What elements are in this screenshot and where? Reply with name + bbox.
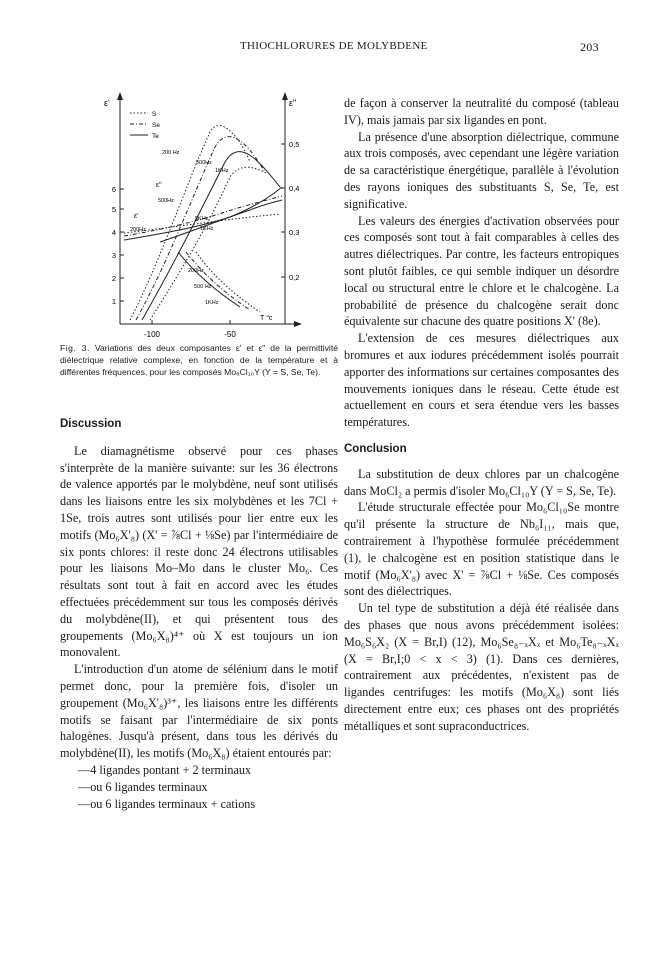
left-tick: 6 xyxy=(111,185,116,194)
curve-eps2-s-b xyxy=(150,167,268,320)
list-item: —ou 6 ligandes terminaux + cations xyxy=(78,796,256,811)
x-tick: -100 xyxy=(143,330,161,339)
dielectric-figure xyxy=(90,92,340,348)
paragraph: Un tel type de substitution a déjà été réalisée dans des phases que nous avons précédemment isolées: Mo₆S₆X₂ (X = Br,I) (12), Mo₆Se₈₋ₓXₓ et Mo₆Te₈₋ₓXₓ (X = Br,I;0 < x < 3) (1). Dans ces dernières, contrairement aux précédentes, n'existent pas de ligandes centrifuges: les motifs (Mo₆X₈) sont liés directement entre eux; ces phases ont des propriétés métalliques et sont supraconductrices. xyxy=(344,601,619,733)
curve-label: 5KHz xyxy=(195,216,209,222)
caption-text: Variations des deux composantes ε' et ε" de la permittivité diélectrique relative complexe, en fonction de la température et à différentes fréquences, pour les composés Mo₆Cl₁₀Y (Y = S, Se, Te). xyxy=(60,343,339,377)
page-number: 203 xyxy=(580,40,599,54)
curve-label: 1KHz xyxy=(200,226,214,232)
list-item: —4 ligandes pontant + 2 terminaux xyxy=(78,762,252,777)
left-tick: 5 xyxy=(111,205,116,214)
left-tick: 2 xyxy=(111,274,116,283)
right-tick: 0,5 xyxy=(289,140,300,149)
x-tick: -50 xyxy=(224,330,236,339)
right-column xyxy=(344,95,619,734)
curve-label: 200 Hz xyxy=(162,150,180,156)
paragraph: L'étude structurale effectée pour Mo₆Cl₁₀Se montre qu'il présente la structure de Nb₆I₁₁, mais que, contrairement à l'hypothèse formulée précédemment (1), le chalcogène est en position statistique dans le motif (Mo₆X'₈) avec X' = ⅞Cl + ⅛Se. Ces composés sont des diélectriques. xyxy=(344,500,619,599)
curve-low-1 xyxy=(178,252,240,307)
paragraph: L'extension de ces mesures diélectriques aux bromures et aux iodures précédemment isolés pourrait apporter des informations sur certaines composantes des mouvements ioniques dans le réseau. Cette étude est actuellement en cours et sera étendue vers les basses températures. xyxy=(344,331,619,430)
left-tick: 4 xyxy=(111,228,116,237)
curve-label: 500Hz xyxy=(196,160,212,166)
left-axis-label: ε' xyxy=(104,98,110,108)
paragraph: La présence d'une absorption diélectrique, commune aux trois composés, avec cependant une légère variation de sa caractéristique énergétique, parallèle à l'évolution des rayons ioniques des substituants S, Se, Te, est significative. xyxy=(344,129,619,211)
discussion-heading: Discussion xyxy=(60,418,122,430)
curve-eps2-te xyxy=(142,152,280,320)
conclusion-heading: Conclusion xyxy=(344,442,407,455)
curve-label: 200Hz xyxy=(188,268,204,274)
paragraph: de façon à conserver la neutralité du composé (tableau IV), mais jamais par six ligandes en pont. xyxy=(344,96,619,127)
paragraph: Le diamagnétisme observé pour ces phases s'interprète de la manière suivante: sur les 36 électrons de valence apportés par le molybdène, neuf sont utilisés dans les liaisons entre les six molybdènes et les 7Cl + 1Se, trois autres sont utilisés pour lier entre eux les motifs (Mo₆X'₈) (X' = ⅞Cl + ⅛Se) par l'intermédiaire de six ponts chlores: il reste donc 24 électrons utilisables pour les liaisons Mo–Mo dans le cluster Mo₆. Ces résultats sont tout à fait en accord avec les études effectuées précédemment sur tous les composés dérivés du molybdène(II), et qui présentent tous des groupements (Mo₆X₈)⁴⁺ où X est toujours un ion monovalent. xyxy=(60,443,338,660)
curve-label: 1KHz xyxy=(205,300,219,306)
curve-label: 500 Hz xyxy=(194,284,212,290)
left-tick: 3 xyxy=(111,251,116,260)
right-tick: 0,2 xyxy=(289,273,300,282)
paragraph: La substitution de deux chlores par un chalcogène dans MoCl₂ a permis d'isoler Mo₆Cl₁₀Y (Y = S, Se, Te). xyxy=(344,466,619,498)
curve-label: 500Hz xyxy=(158,198,174,204)
left-tick: 1 xyxy=(111,297,116,306)
legend-te: Te xyxy=(152,133,159,140)
right-axis-label: ε" xyxy=(289,98,297,108)
left-column xyxy=(60,416,338,812)
curve-eps1-te-b xyxy=(160,200,282,242)
right-tick: 0,4 xyxy=(289,184,300,193)
curve-label: ε' xyxy=(134,213,139,220)
ligand-list xyxy=(60,762,338,812)
legend-s: S xyxy=(152,111,157,118)
curve-label: 1KHz xyxy=(215,168,229,174)
paragraph: Les valeurs des énergies d'activation observées pour ces composés sont tout à fait comparables à celles des autres diélectriques. Par contre, les facteurs entropiques sont plutôt faibles, ce qui semble indiquer un désordre local ou structural entre le chlore et le chalcogène. La probabilité de présence du chalcogène serait donc équivalente sur chacune des quatre positions X' (8e). xyxy=(344,213,619,329)
running-title: THIOCHLORURES DE MOLYBDENE xyxy=(240,40,428,52)
paragraph: L'introduction d'un atome de sélénium dans le motif permet donc, pour la première fois, d'isoler un groupement (Mo₆X'₈)³⁺, les liaisons entre les différents motifs se faisant par l'intermédiaire de six ponts halogènes. Jusqu'à présent, dans tous les dérivés du molybdène(II), les motifs (Mo₆X₈) étaient entourés par: xyxy=(60,662,338,761)
legend-se: Se xyxy=(152,122,160,129)
figure-caption xyxy=(60,342,338,378)
caption-label: Fig. 3. xyxy=(60,343,90,353)
list-item: —ou 6 ligandes terminaux xyxy=(78,779,208,794)
x-axis-label: T °c xyxy=(260,315,273,322)
right-tick: 0,3 xyxy=(289,228,300,237)
curve-label: ε" xyxy=(156,182,162,189)
curve-label: 200Hz xyxy=(130,227,146,233)
